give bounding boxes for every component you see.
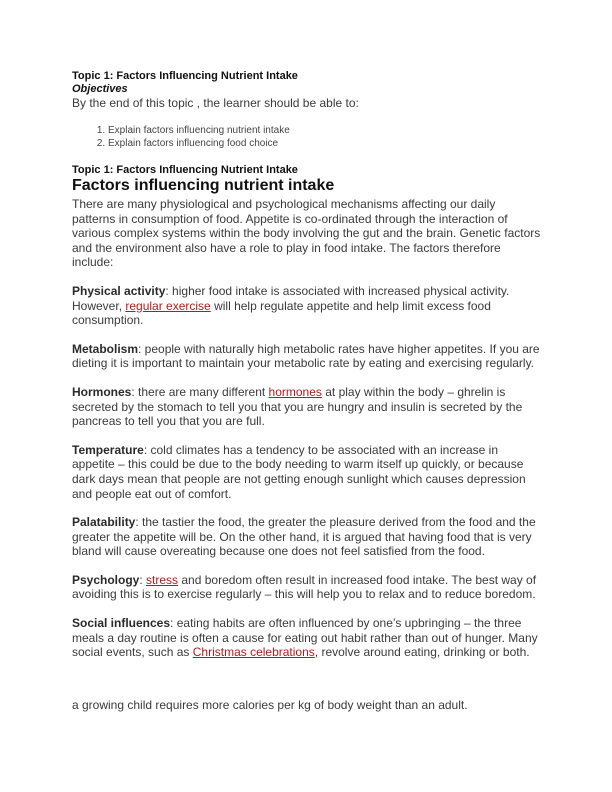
factor-text: : higher food intake is associated with increased physical activity. However, bbox=[72, 283, 510, 313]
closing-note: a growing child requires more calories per kg of body weight than an adult. bbox=[72, 697, 468, 712]
factor-text: : there are many different bbox=[131, 384, 269, 399]
factor-psychology bbox=[72, 573, 542, 602]
factor-term: Social influences bbox=[72, 616, 171, 631]
factor-text: : eating habits are often influenced by one’s upbringing – the three meals a day routine is often a cause for eating out habit rather than out of hunger. Many social events, such as bbox=[72, 616, 538, 660]
factor-term: Temperature bbox=[72, 442, 144, 457]
factor-social-influences bbox=[72, 616, 542, 660]
factor-hormones bbox=[72, 385, 542, 429]
factor-term: Metabolism bbox=[72, 341, 139, 356]
topic-heading: Topic 1: Factors Influencing Nutrient Intake bbox=[72, 70, 298, 82]
section-title: Factors influencing nutrient intake bbox=[72, 177, 335, 194]
factor-physical-activity bbox=[72, 284, 542, 328]
factor-term: Physical activity bbox=[72, 283, 166, 298]
factor-text: : bbox=[139, 572, 147, 587]
factor-temperature bbox=[72, 443, 542, 501]
factor-term: Hormones bbox=[72, 384, 132, 399]
objectives-list bbox=[72, 125, 542, 150]
intro-paragraph: There are many physiological and psychological mechanisms affecting our daily patterns in consumption of food. Appetite is co-ordinated through the interaction of various complex systems within the body involving the gut and the brain. Genetic factors and the environment also have a role to play in food intake. The factors therefore include: bbox=[72, 197, 541, 270]
regular-exercise-link[interactable]: regular exercise bbox=[125, 298, 211, 313]
factor-text: will help regulate appetite and help limit excess food consumption. bbox=[72, 298, 491, 328]
factor-text: : cold climates has a tendency to be associated with an increase in appetite – this could be due to the body needing to warm itself up quickly, or because dark days mean that people are not getting enough sunlight which causes depression and people eat out of comfort. bbox=[72, 442, 526, 501]
factor-text: and boredom often result in increased food intake. The best way of avoiding this is to exercise regularly – this will help you to relax and to reduce boredom. bbox=[72, 572, 537, 602]
topic-heading-2: Topic 1: Factors Influencing Nutrient Intake bbox=[72, 164, 298, 176]
factor-text: : the tastier the food, the greater the pleasure derived from the food and the greater the appetite will be. On the other hand, it is argued that having food that is very bland will cause overeating because one does not feel satisfied from the food. bbox=[72, 515, 536, 559]
objective-item: 2. Explain factors influencing food choice bbox=[108, 138, 542, 151]
factor-text: , revolve around eating, drinking or both. bbox=[314, 645, 530, 660]
factor-palatability bbox=[72, 515, 542, 559]
hormones-link[interactable]: hormones bbox=[268, 384, 322, 399]
factor-text: at play within the body – ghrelin is secreted by the stomach to tell you that you are hungry and insulin is secreted by the pancreas to tell you that you are full. bbox=[72, 384, 523, 429]
factor-term: Psychology bbox=[72, 572, 140, 587]
factor-term: Palatability bbox=[72, 515, 136, 530]
factor-text: : people with naturally high metabolic rates have higher appetites. If you are dieting it is important to maintain your metabolic rate by eating and exercising regularly. bbox=[72, 341, 540, 371]
stress-link[interactable]: stress bbox=[146, 572, 179, 587]
document-page bbox=[72, 70, 542, 712]
christmas-celebrations-link[interactable]: Christmas celebrations bbox=[192, 645, 315, 660]
objectives-label: Objectives bbox=[72, 83, 128, 95]
factor-metabolism bbox=[72, 342, 542, 371]
objective-item: 1. Explain factors influencing nutrient intake bbox=[108, 125, 542, 138]
objectives-intro: By the end of this topic , the learner should be able to: bbox=[72, 96, 359, 110]
